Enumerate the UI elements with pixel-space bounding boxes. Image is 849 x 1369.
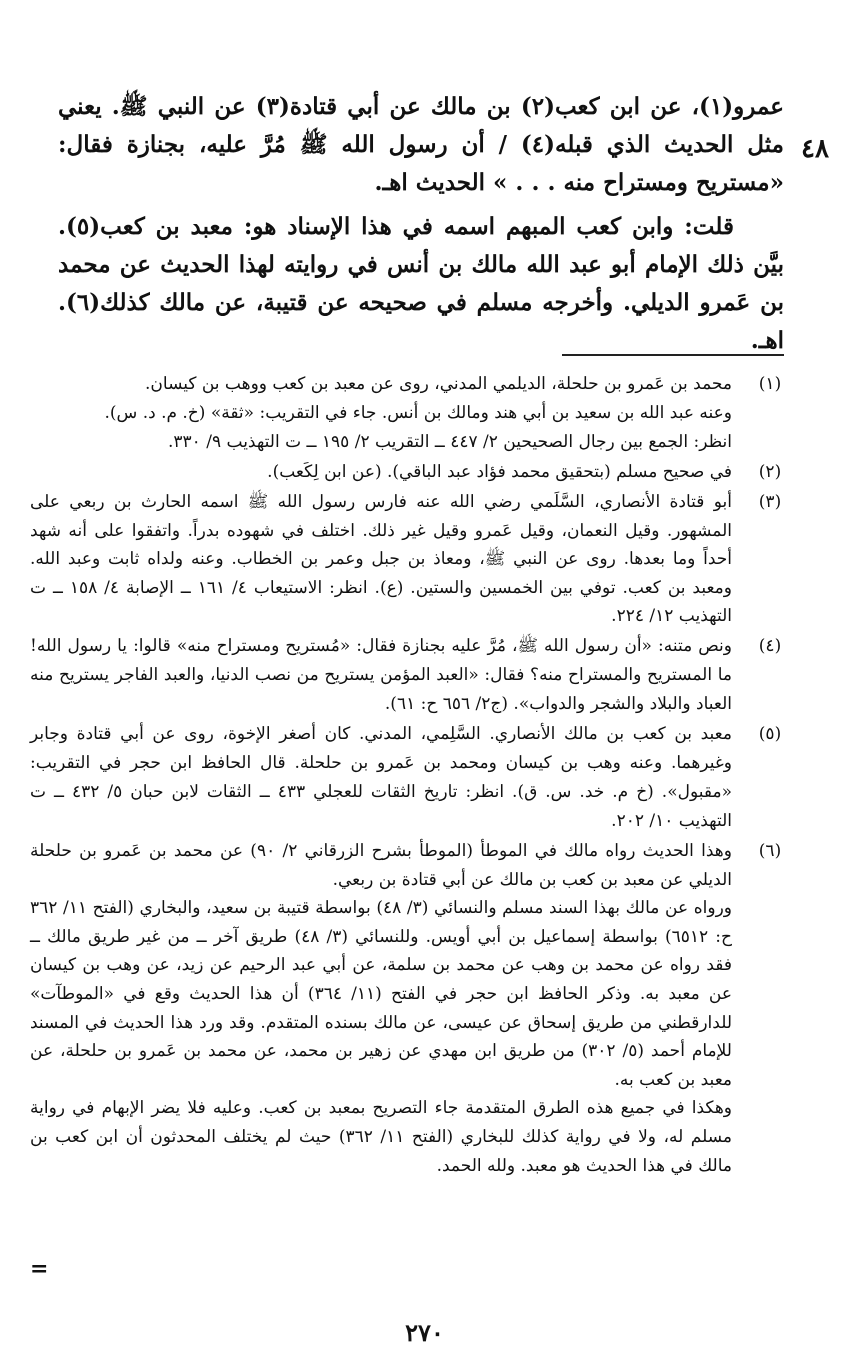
footnote-line: في صحيح مسلم (بتحقيق محمد فؤاد عبد الباقي). (عن ابن لِكَعب).	[267, 462, 732, 482]
footnote-line: ورواه عن مالك بهذا السند مسلم والنسائي (٣/ ٤٨) بواسطة قتيبة بن سعيد، والبخاري (الفتح ١١/ ٣٦٢ ح: ٦٥١٢) بواسطة إسماعيل بن أبي أويس. وللنسائي (٣/ ٤٨) طريق آخر ــ من غير طريق مالك ــ فقد رواه عن محمد بن وهب عن محمد بن سلمة، عن أبي عبد الرحيم عن زيد، عن وهب بن كيسان عن معبد به. وذكر الحافظ ابن حجر في الفتح (١١/ ٣٦٤) أن هذا الحديث وقع في «الموطآت» للدارقطني من طريق إسحاق عن عيسى، عن مالك بسنده المتقدم. وقد ورد هذا الحديث في المسند للإمام أحمد (٥/ ٣٠٢) من طريق ابن مهدي عن زهير بن محمد، عن محمد بن عَمرو بن حلحلة، عن معبد بن كعب به.	[30, 898, 733, 1090]
footnote-separator	[562, 354, 784, 356]
footnote-number: (٥)	[758, 723, 782, 744]
footnote-number: (٤)	[758, 635, 782, 656]
footnote-number: (١)	[758, 374, 782, 394]
footnotes	[30, 370, 786, 1181]
main-text	[58, 88, 784, 360]
main-paragraph-1: عمرو(١)، عن ابن كعب(٢) بن مالك عن أبي قتادة(٣) عن النبي ﷺ. يعني مثل الحديث الذي قبله(٤) / أن رسول الله ﷺ مُرَّ عليه، بجنازة فقال: «مستريح ومستراح منه . . . » الحديث اهـ.	[58, 93, 784, 196]
footnote-line: انظر: الجمع بين رجال الصحيحين ٢/ ٤٤٧ ــ التقريب ٢/ ١٩٥ ــ ت التهذيب ٩/ ٣٣٠.	[168, 432, 732, 452]
footnote-line: وعنه عبد الله بن سعيد بن أبي هند ومالك بن أنس. جاء في التقريب: «ثقة» (خ. م. د. س).	[104, 403, 732, 423]
footnote-4	[30, 632, 786, 719]
footnote-line: محمد بن عَمرو بن حلحلة، الديلمي المدني، روى عن معبد بن كعب ووهب بن كيسان.	[145, 374, 732, 394]
main-paragraph-2: قلت: وابن كعب المبهم اسمه في هذا الإسناد هو: معبد بن كعب(٥). بيَّن ذلك الإمام أبو عبد الله مالك بن أنس في روايته لهذا الحديث عن محمد بن عَمرو الديلي. وأخرجه مسلم في صحيحه عن قتيبة، عن مالك كذلك(٦). اهـ.	[58, 213, 784, 354]
footnote-number: (٢)	[758, 462, 782, 482]
footnote-line: ونص متنه: «أن رسول الله ﷺ، مُرَّ عليه بجنازة فقال: «مُستريح ومستراح منه» قالوا: يا رسول الله! ما المستريح والمستراح منه؟ فقال: «العبد المؤمن يستريح من نصب الدنيا، والعبد الفاجر يستريح منه العباد والبلاد والشجر والدواب». (ج٢/ ٦٥٦ ح: ٦١).	[30, 635, 732, 714]
margin-page-reference: ٤٨	[801, 134, 829, 164]
footnote-6	[30, 837, 786, 1180]
footnote-line: وهذا الحديث رواه مالك في الموطأ (الموطأ بشرح الزرقاني ٢/ ٩٠) عن محمد بن عَمرو بن حلحلة الديلي عن معبد بن كعب بن مالك عن أبي قتادة بن ربعي.	[30, 840, 732, 890]
footnote-3	[30, 488, 786, 631]
continuation-mark: =	[30, 1256, 49, 1282]
footnote-number: (٣)	[758, 492, 782, 512]
footnote-2	[30, 458, 786, 487]
footnote-5	[30, 720, 786, 836]
footnote-line: وهكذا في جميع هذه الطرق المتقدمة جاء التصريح بمعبد بن كعب. وعليه فلا يضر الإبهام في رواية مسلم له، ولا في رواية كذلك للبخاري (الفتح ١١/ ٣٦٢) حيث لم يختلف المحدثون أن ابن كعب بن مالك في هذا الحديث هو معبد. ولله الحمد.	[30, 1098, 733, 1176]
footnote-line: معبد بن كعب بن مالك الأنصاري. السَّلِمي، المدني. كان أصغر الإخوة، روى عن أبي قتادة وجابر وغيرهما. وعنه وهب بن كيسان ومحمد بن عَمرو بن حلحلة. قال الحافظ ابن حجر في التقريب: «مقبول». (خ م. خد. س. ق). انظر: تاريخ الثقات للعجلي ٤٣٣ ــ الثقات لابن حبان ٥/ ٤٣٢ ــ ت التهذيب ١٠/ ٢٠٢.	[30, 723, 732, 831]
footnote-number: (٦)	[758, 840, 782, 861]
footnote-line: أبو قتادة الأنصاري، السَّلَمي رضي الله عنه فارس رسول الله ﷺ اسمه الحارث بن ربعي على المشهور. وقيل النعمان، وقيل عَمرو وقيل غير ذلك. اختلف في شهوده بدراً. واتفقوا على أنه شهد أحداً وما بعدها. روى عن النبي ﷺ، ومعاذ بن جبل وعمر بن الخطاب. وعنه ولداه ثابت وعبد الله. ومعبد بن كعب. توفي بين الخمسين والستين. (ع). انظر: الاستيعاب ٤/ ١٦١ ــ الإصابة ٤/ ١٥٨ ــ ت التهذيب ١٢/ ٢٢٤.	[30, 492, 732, 627]
page-number: ٢٧٠	[405, 1318, 444, 1347]
footnote-1	[30, 370, 786, 457]
